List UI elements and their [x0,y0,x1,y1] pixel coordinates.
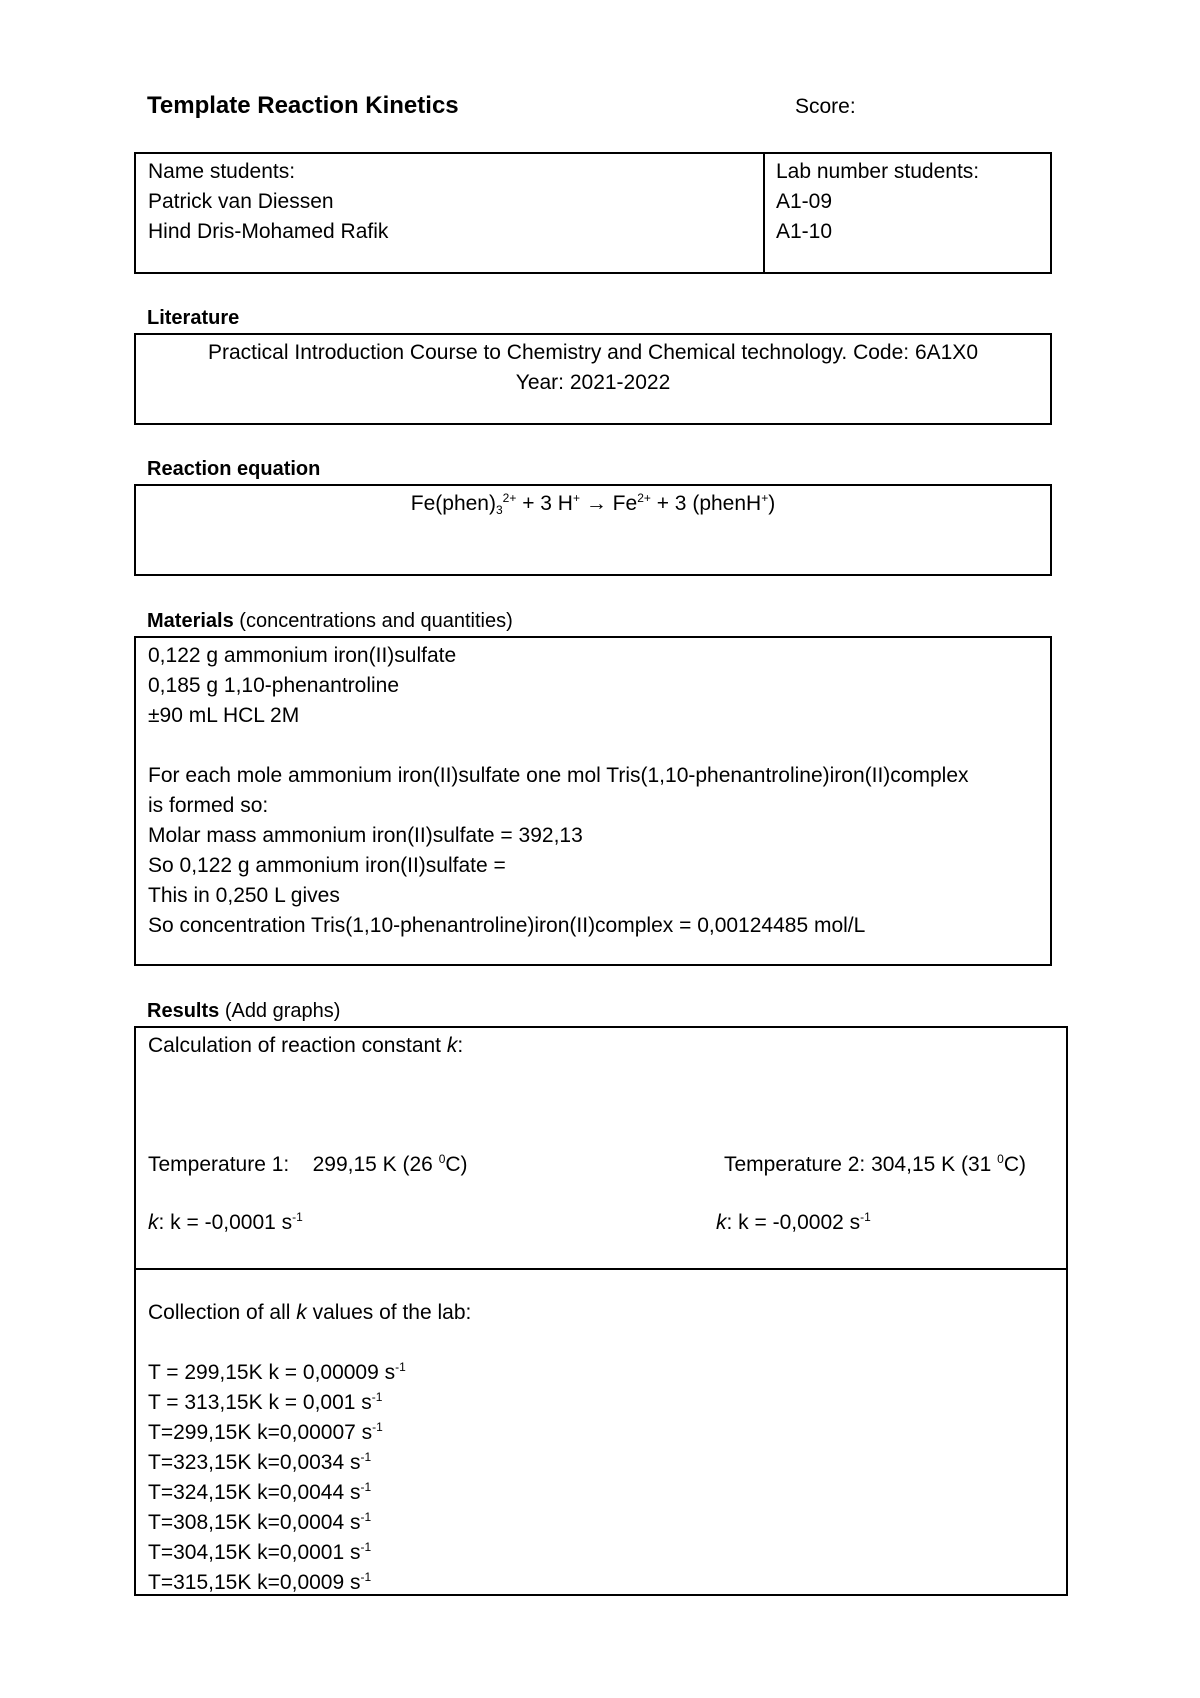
k-value-text: T=308,15K k=0,0004 s [148,1511,361,1534]
student-name: Hind Dris-Mohamed Rafik [148,220,389,243]
k-value-text: T = 313,15K k = 0,001 s [148,1391,372,1414]
results-box [134,1026,1068,1596]
exponent: -1 [292,1210,303,1224]
equation-superscript: 2+ [502,491,517,505]
collection-label-k: k [296,1301,307,1324]
materials-content [148,641,969,941]
materials-line: So 0,122 g ammonium iron(II)sulfate = [148,854,506,877]
calc-label [148,1031,463,1061]
literature-box [134,333,1052,425]
degree-mark: 0 [997,1152,1004,1166]
equation-superscript: + [761,491,769,505]
materials-line: is formed so: [148,794,269,817]
materials-line: 0,122 g ammonium iron(II)sulfate [148,644,457,667]
k-value-row [148,1448,471,1478]
exponent: -1 [860,1210,871,1224]
spacer [148,1328,471,1358]
k-value-row [148,1388,471,1418]
exponent: -1 [360,1570,372,1584]
collection-label [148,1298,471,1328]
exponent: -1 [360,1540,372,1554]
k-value-row [148,1418,471,1448]
k-value-text: T=324,15K k=0,0044 s [148,1481,361,1504]
reaction-heading: Reaction equation [147,458,321,480]
materials-line [148,731,969,761]
materials-line: So concentration Tris(1,10-phenantroline)iron(II)complex = 0,00124485 mol/L [148,914,866,937]
temperature-2-label: Temperature 2: 304,15 K (31 [724,1153,998,1176]
exponent: -1 [372,1420,383,1434]
materials-line: This in 0,250 L gives [148,884,340,907]
name-students-heading: Name students: [148,160,296,183]
equation-product-iron: → Fe [580,492,638,515]
temperature-1 [148,1150,468,1180]
students-table [134,152,1052,274]
exponent: -1 [360,1480,372,1494]
temperature-2 [724,1150,1026,1180]
k-value-text: T = 299,15K k = 0,00009 s [148,1361,396,1384]
k-value-row [148,1508,471,1538]
materials-line: Molar mass ammonium iron(II)sulfate = 392,13 [148,824,583,847]
k-value-1-text: : k = -0,0001 s [158,1211,293,1234]
students-names-cell [148,157,388,247]
temperature-1-unit: C) [445,1153,468,1176]
equation-close: ) [768,492,776,515]
equation-proton: + 3 H [516,492,573,515]
temperature-1-label: Temperature 1: [148,1153,290,1176]
k-value-text: T=304,15K k=0,0001 s [148,1541,361,1564]
k-value-text: T=299,15K k=0,00007 s [148,1421,373,1444]
results-heading-note: (Add graphs) [224,1000,341,1022]
students-divider [763,154,765,272]
equation-reactant: Fe(phen) [410,492,496,515]
reaction-equation [136,489,1050,519]
literature-heading: Literature [147,307,240,329]
materials-line: 0,185 g 1,10-phenantroline [148,674,400,697]
materials-heading [147,610,513,633]
equation-superscript: 2+ [637,491,651,505]
k-value-row [148,1478,471,1508]
score-label: Score: [795,95,856,118]
materials-line: For each mole ammonium iron(II)sulfate one mol Tris(1,10-phenantroline)iron(II)complex [148,764,969,787]
exponent: -1 [360,1450,372,1464]
equation-superscript: + [572,491,580,505]
lab-numbers-cell [776,157,979,247]
temperature-1-value: 299,15 K (26 [312,1153,439,1176]
k-symbol: k [716,1211,727,1234]
page-title: Template Reaction Kinetics [147,92,459,119]
calc-label-colon: : [457,1034,464,1057]
exponent: -1 [395,1360,406,1374]
collection-section [148,1298,471,1598]
calc-label-k: k [446,1034,458,1057]
k-value-row [148,1538,471,1568]
results-heading [147,1000,340,1023]
collection-label-text: Collection of all [148,1301,297,1324]
results-heading-bold: Results [147,1000,220,1022]
equation-subscript: 3 [495,503,503,517]
exponent: -1 [360,1510,372,1524]
temperature-2-unit: C) [1003,1153,1027,1176]
k-value-row [148,1568,471,1598]
equation-product-phen: + 3 (phenH [650,492,762,515]
reaction-box [134,484,1052,576]
literature-line: Year: 2021-2022 [515,371,671,394]
k-value-1 [148,1208,303,1238]
calc-label-text: Calculation of reaction constant [148,1034,447,1057]
results-divider [136,1268,1066,1270]
exponent: -1 [371,1390,383,1404]
materials-line: ±90 mL HCL 2M [148,704,300,727]
student-name: Patrick van Diessen [148,190,334,213]
materials-heading-bold: Materials [147,610,234,632]
lab-number: A1-09 [776,190,833,213]
k-value-text: T=323,15K k=0,0034 s [148,1451,361,1474]
materials-box [134,636,1052,966]
k-symbol: k [148,1211,159,1234]
materials-heading-note: (concentrations and quantities) [239,610,513,632]
lab-number: A1-10 [776,220,833,243]
k-value-2 [716,1208,871,1238]
k-value-2-text: : k = -0,0002 s [726,1211,861,1234]
degree-mark: 0 [438,1152,446,1166]
k-value-row [148,1358,471,1388]
lab-number-heading: Lab number students: [776,160,980,183]
literature-line: Practical Introduction Course to Chemistry and Chemical technology. Code: 6A1X0 [208,341,978,364]
collection-label-rest: values of the lab: [306,1301,472,1324]
k-value-text: T=315,15K k=0,0009 s [148,1571,361,1594]
